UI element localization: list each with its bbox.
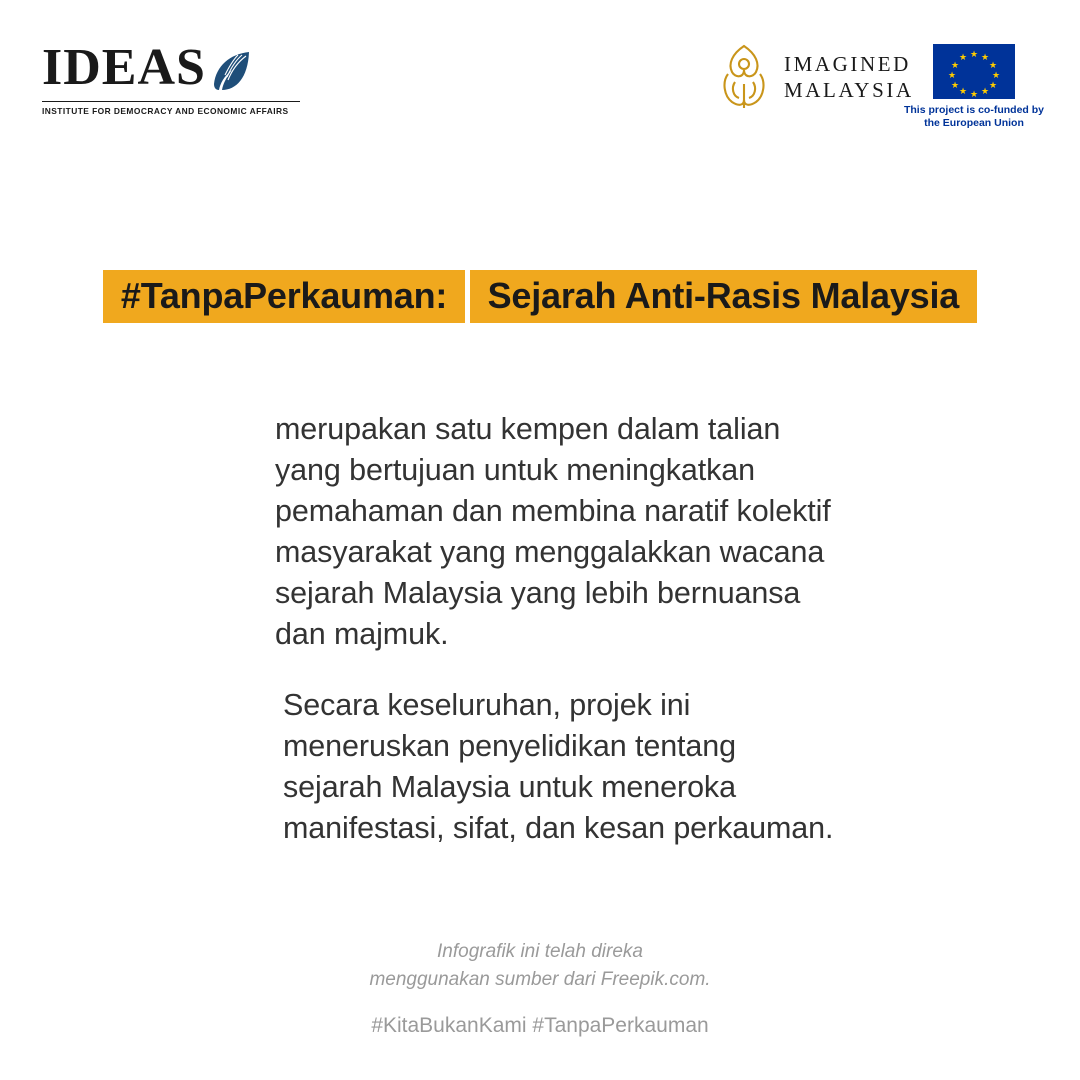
body-paragraph-2: Secara keseluruhan, projek ini meneruskan penyelidikan tentang sejarah Malaysia untuk meneroka manifestasi, sifat, dan kesan perkauman. bbox=[283, 688, 834, 845]
title-line-1: #TanpaPerkauman: bbox=[103, 270, 465, 323]
hashtags: #KitaBukanKami #TanpaPerkauman bbox=[371, 1014, 709, 1037]
credit-line-2: menggunakan sumber dari Freepik.com. bbox=[369, 969, 711, 990]
footer bbox=[0, 938, 1080, 1038]
eu-funding-block bbox=[899, 44, 1049, 130]
header bbox=[0, 0, 1080, 150]
songket-ornament-icon bbox=[718, 44, 770, 110]
credit-text bbox=[0, 938, 1080, 994]
imagined-line2: MALAYSIA bbox=[784, 78, 914, 102]
ideas-wordmark bbox=[42, 39, 302, 96]
credit-line-1: Infografik ini telah direka bbox=[437, 941, 643, 962]
ideas-logo bbox=[42, 39, 302, 116]
eu-funding-note bbox=[899, 104, 1049, 130]
eu-funding-note-line1: This project is co-funded by bbox=[903, 104, 1044, 116]
title-line-2: Sejarah Anti-Rasis Malaysia bbox=[470, 270, 977, 323]
european-union-flag-icon: ★ ★ ★ ★ ★ ★ ★ ★ ★ ★ ★ ★ bbox=[933, 44, 1015, 99]
imagined-malaysia-wordmark bbox=[784, 51, 914, 104]
ideas-tagline: INSTITUTE FOR DEMOCRACY AND ECONOMIC AFFAIRS bbox=[42, 101, 300, 116]
imagined-malaysia-logo bbox=[718, 44, 914, 110]
ideas-logo-text: IDEAS bbox=[42, 39, 206, 96]
title-block bbox=[0, 268, 1080, 323]
ideas-feather-icon bbox=[208, 48, 254, 94]
eu-funding-note-line2: the European Union bbox=[924, 117, 1024, 130]
imagined-line1: IMAGINED bbox=[784, 51, 911, 76]
body-paragraph-1: merupakan satu kempen dalam talian yang bertujuan untuk meningkatkan pemahaman dan membina naratif kolektif masyarakat yang menggalakkan wacana sejarah Malaysia yang lebih bernuansa dan majmuk. bbox=[275, 411, 831, 651]
body-block bbox=[275, 378, 835, 880]
